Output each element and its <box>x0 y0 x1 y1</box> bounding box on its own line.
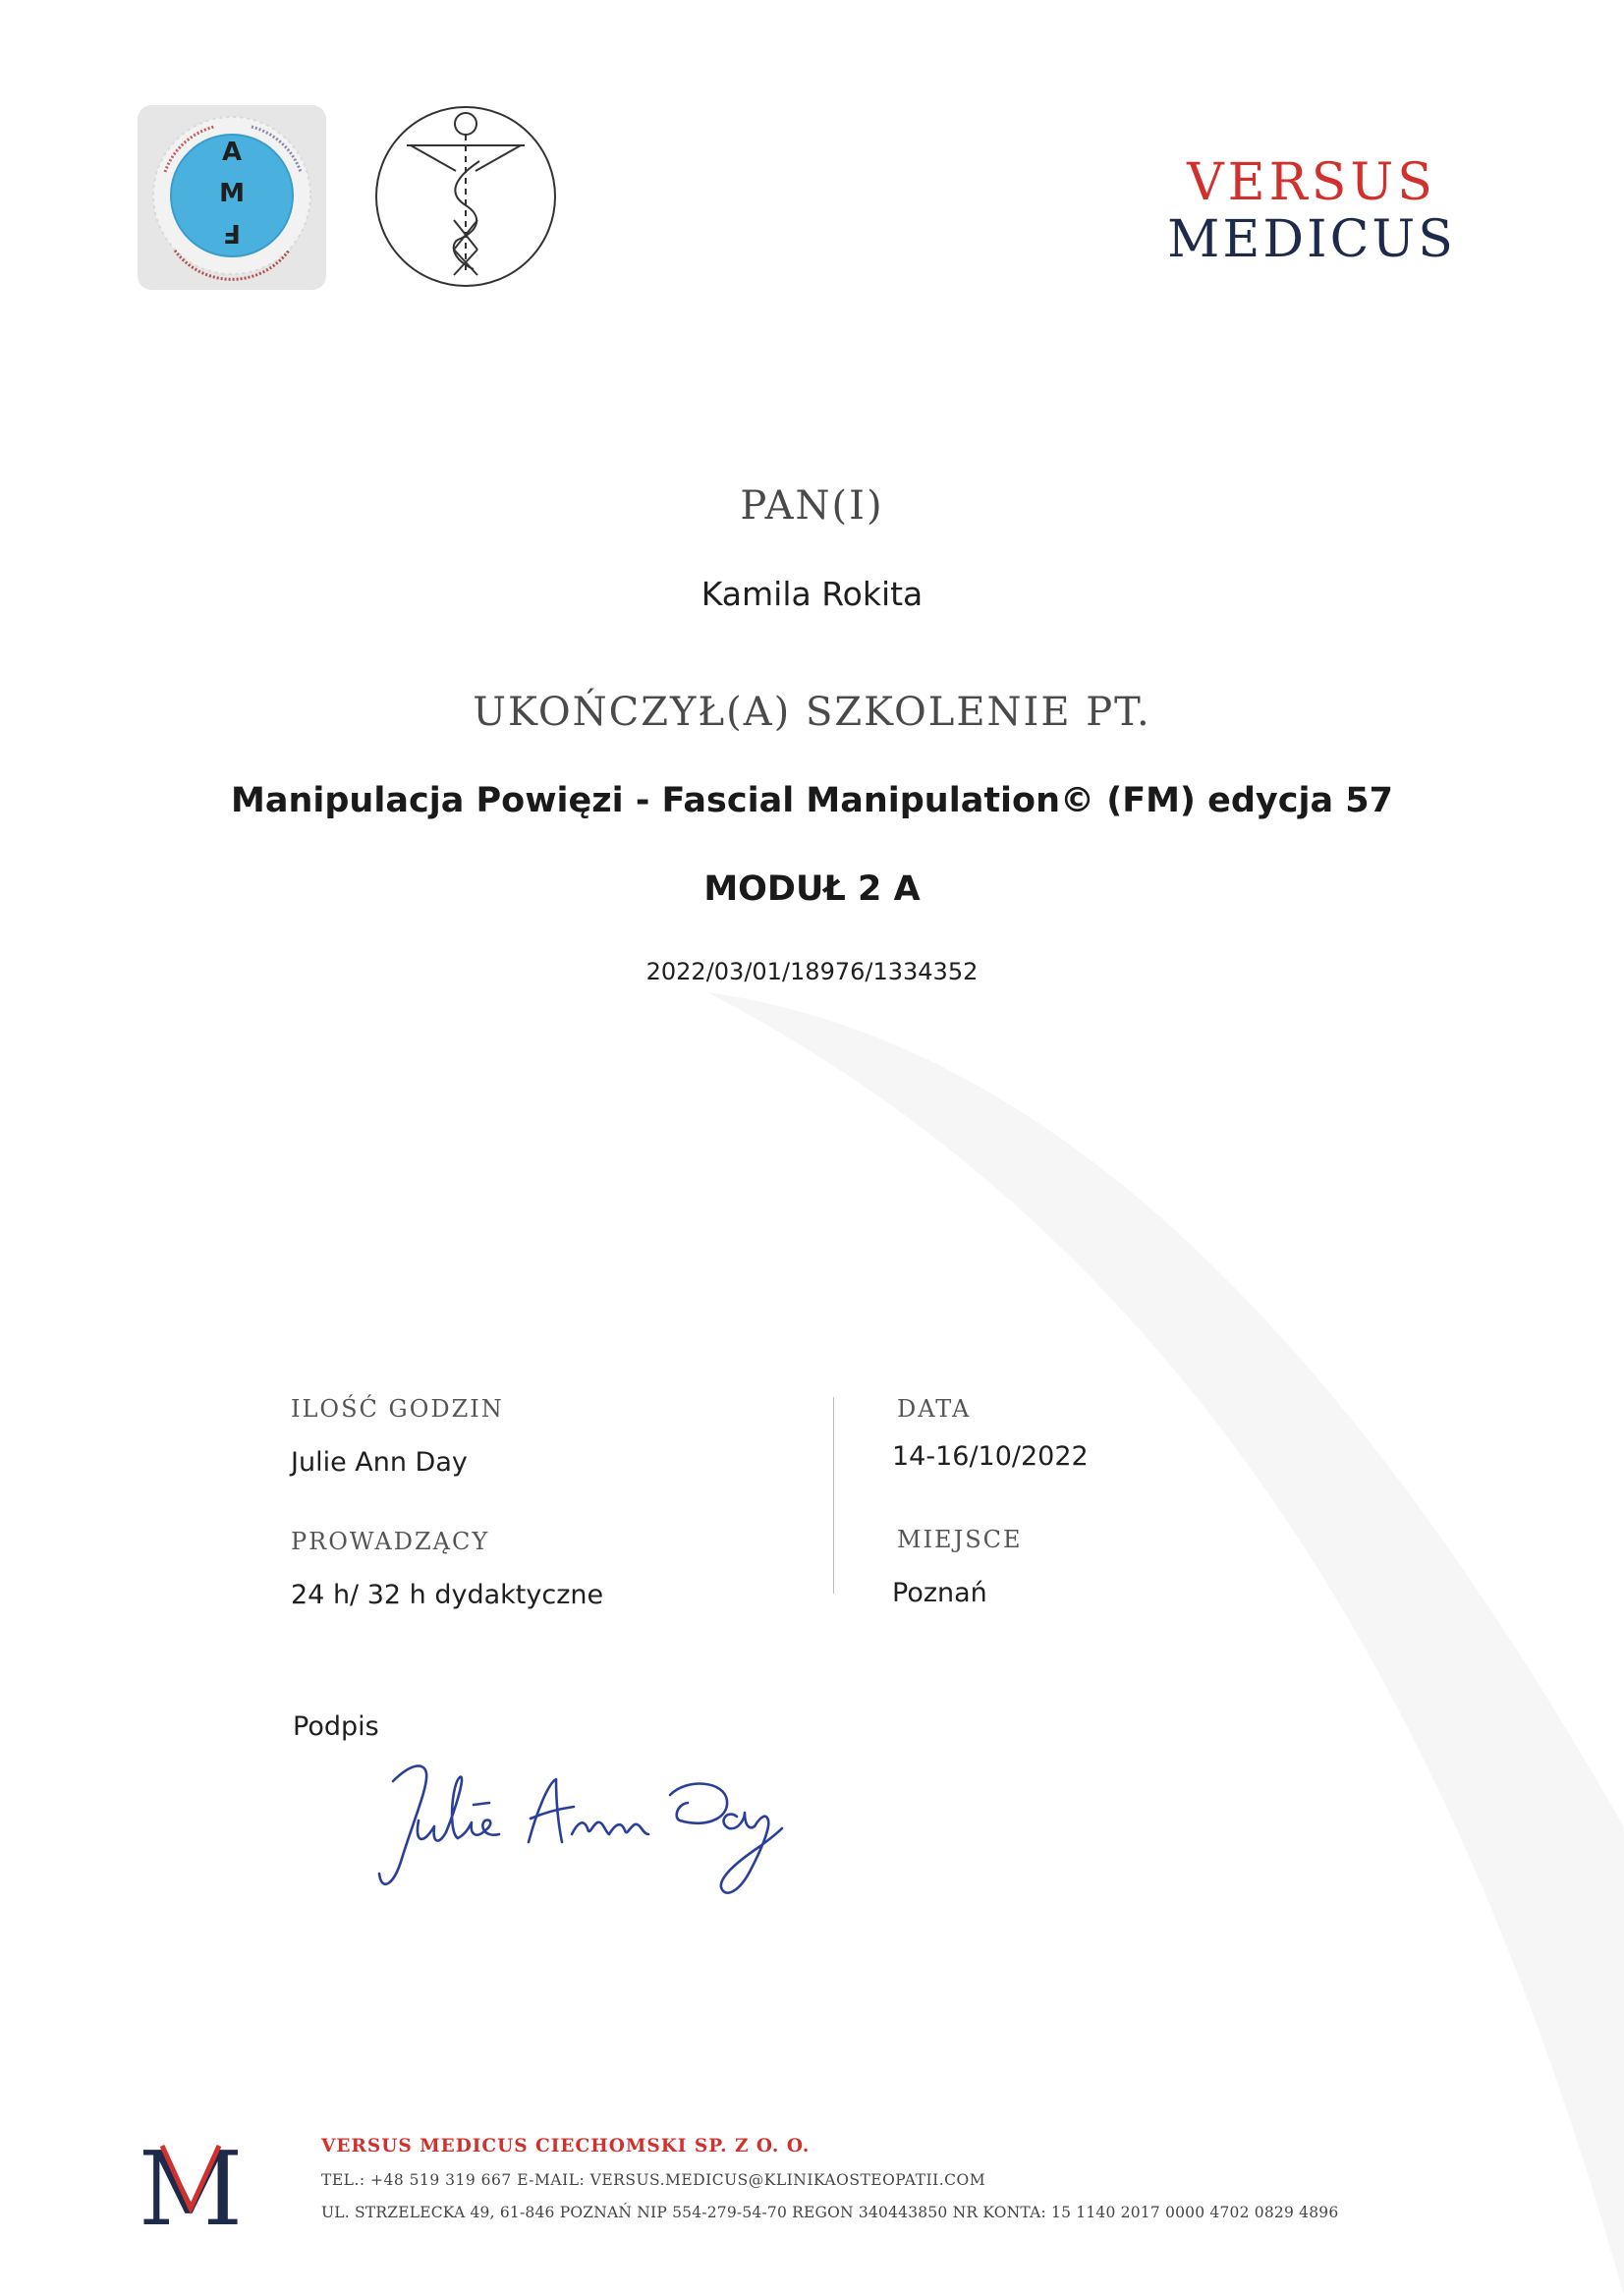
details-divider <box>833 1397 834 1594</box>
brand-line-medicus: MEDICUS <box>1167 210 1456 269</box>
caduceus-logo <box>371 102 560 291</box>
handwritten-signature <box>364 1744 806 1916</box>
amf-badge-logo <box>136 103 328 292</box>
svg-text:F: F <box>223 218 241 248</box>
svg-text:M: M <box>219 179 245 208</box>
module-name: MODUŁ 2 A <box>703 869 921 909</box>
footer-contact: TEL.: +48 519 319 667 E-MAIL: VERSUS.MEDICUS@KLINIKAOSTEOPATII.COM <box>321 2171 986 2189</box>
instructor-label: PROWADZĄCY <box>291 1528 490 1555</box>
certificate-number: 2022/03/01/18976/1334352 <box>645 958 979 985</box>
brand-logo <box>1115 153 1508 269</box>
course-title: Manipulacja Powięzi - Fascial Manipulation© (FM) edycja 57 <box>231 781 1393 820</box>
completed-training-label: UKOŃCZYŁ(A) SZKOLENIE PT. <box>473 690 1151 735</box>
footer-monogram-letter: M <box>138 2140 244 2230</box>
signature-label: Podpis <box>293 1711 379 1742</box>
date-value: 14-16/10/2022 <box>892 1441 1089 1472</box>
footer-company-name: VERSUS MEDICUS CIECHOMSKI SP. Z O. O. <box>321 2136 811 2156</box>
date-label: DATA <box>897 1395 972 1423</box>
salutation: PAN(I) <box>740 483 884 529</box>
brand-line-versus: VERSUS <box>1187 153 1436 212</box>
hours-label: ILOŚĆ GODZIN <box>291 1395 504 1423</box>
footer-m-logo <box>133 2140 249 2230</box>
footer-address: UL. STRZELECKA 49, 61-846 POZNAŃ NIP 554-279-54-70 REGON 340443850 NR KONTA: 15 1140 2017 0000 4702 0829 4896 <box>321 2204 1339 2221</box>
instructor-value: 24 h/ 32 h dydaktyczne <box>291 1580 604 1610</box>
place-value: Poznań <box>892 1578 987 1608</box>
svg-text:A: A <box>221 138 243 167</box>
hours-value: Julie Ann Day <box>291 1447 468 1478</box>
recipient-name: Kamila Rokita <box>700 575 924 613</box>
place-label: MIEJSCE <box>897 1526 1023 1553</box>
